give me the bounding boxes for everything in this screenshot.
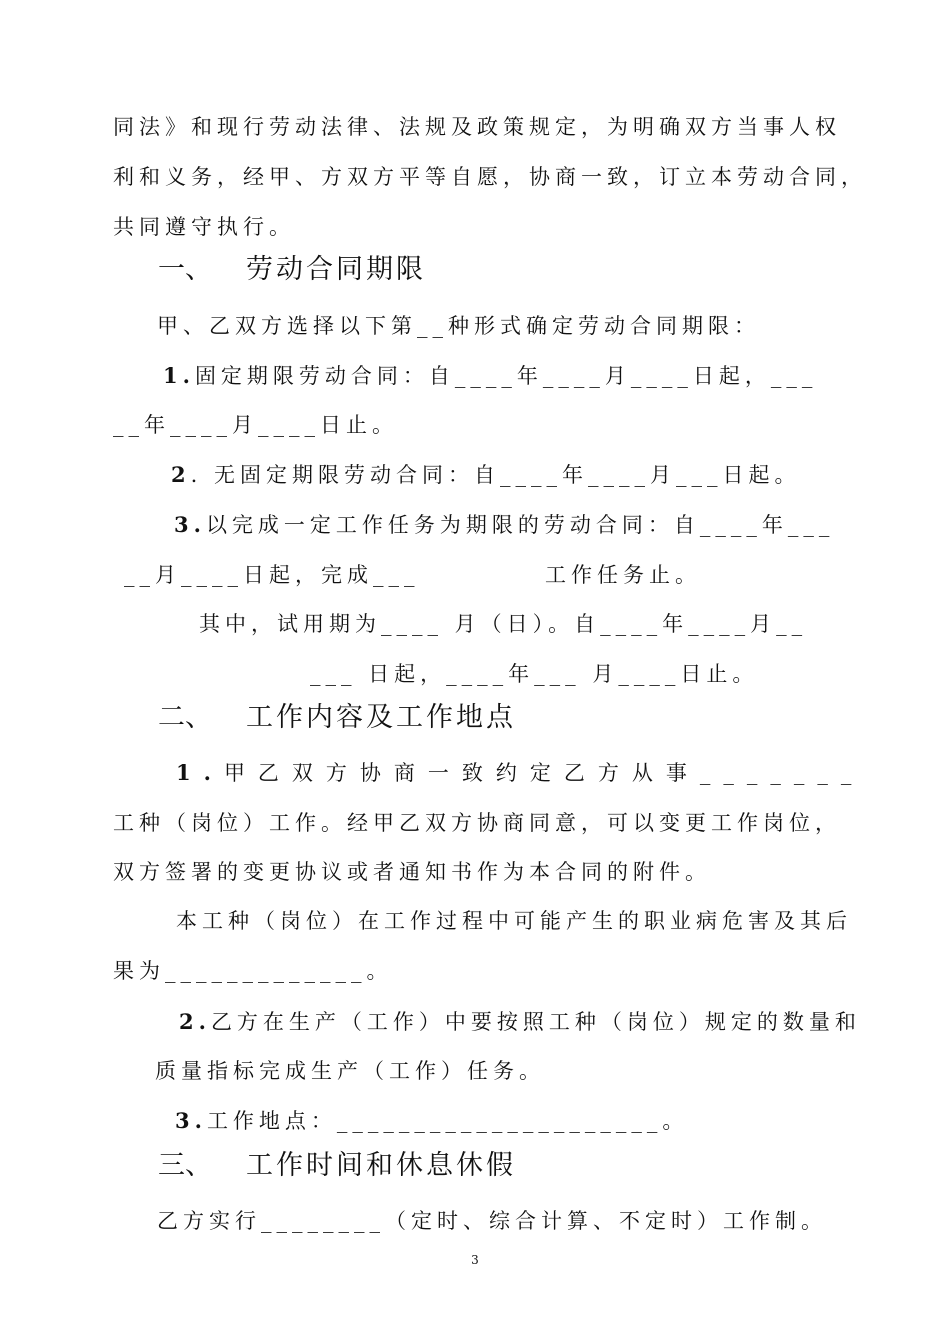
task-term-text: 以完成一定工作任务为期限的劳动合同：自____年___ [205, 513, 835, 537]
probation-line-1: 其中，试用期为____ 月（日）。自____年____月__ [199, 612, 808, 636]
fixed-term-line-2: __年____月____日止。 [113, 413, 398, 437]
intro-line-3: 共同遵守执行。 [113, 215, 295, 239]
intro-line-2: 利和义务，经甲、方双方平等自愿，协商一致，订立本劳动合同， [113, 165, 867, 189]
quota-line-1 [179, 1007, 861, 1037]
section-1-number: 一、 [158, 254, 212, 285]
workplace-label: 3. [175, 1108, 207, 1133]
term-choice-line: 甲、乙双方选择以下第__种形式确定劳动合同期限： [157, 314, 760, 338]
hazard-line-1: 本工种（岗位）在工作过程中可能产生的职业病危害及其后 [176, 909, 852, 933]
task-term-line-1 [174, 510, 834, 540]
task-term-line-2a: __月____日起，完成___ [124, 563, 420, 587]
workplace-text: 工作地点：_____________________。 [206, 1109, 689, 1133]
section-3-title: 工作时间和休息休假 [246, 1150, 516, 1181]
job-line-2: 工种（岗位）工作。经甲乙双方协商同意，可以变更工作岗位， [113, 811, 841, 835]
quota-label: 2. [179, 1009, 211, 1034]
job-text: 甲乙双方协商一致约定乙方从事_______ [223, 761, 865, 785]
quota-text: 乙方在生产（工作）中要按照工种（岗位）规定的数量和 [210, 1010, 861, 1034]
section-2-title: 工作内容及工作地点 [246, 702, 516, 733]
open-term-text: . 无固定期限劳动合同：自____年____月___日起。 [190, 463, 801, 487]
probation-line-2: ___ 日起，____年___ 月____日止。 [310, 662, 759, 686]
hazard-line-2: 果为_____________。 [113, 959, 393, 983]
task-term-label: 3. [174, 512, 206, 537]
job-line-3: 双方签署的变更协议或者通知书作为本合同的附件。 [113, 860, 711, 884]
task-term-line-2b: 工作任务止。 [545, 563, 701, 587]
open-term-label: 2 [171, 462, 191, 487]
job-label: 1. [176, 760, 224, 785]
fixed-term-line-1 [163, 361, 817, 391]
page-number: 3 [471, 1253, 479, 1267]
job-line-1 [176, 758, 864, 788]
quota-line-2: 质量指标完成生产（工作）任务。 [155, 1059, 545, 1083]
section-3-number: 三、 [158, 1150, 212, 1181]
section-1-title: 劳动合同期限 [246, 254, 426, 285]
intro-line-1: 同法》和现行劳动法律、法规及政策规定，为明确双方当事人权 [113, 115, 841, 139]
workplace-line [175, 1106, 688, 1136]
open-term-line [171, 460, 800, 490]
section-2-number: 二、 [158, 702, 212, 733]
work-schedule-line: 乙方实行________（定时、综合计算、不定时）工作制。 [157, 1209, 827, 1233]
fixed-term-label: 1. [163, 363, 195, 388]
fixed-term-text: 固定期限劳动合同：自____年____月____日起，___ [194, 364, 818, 388]
